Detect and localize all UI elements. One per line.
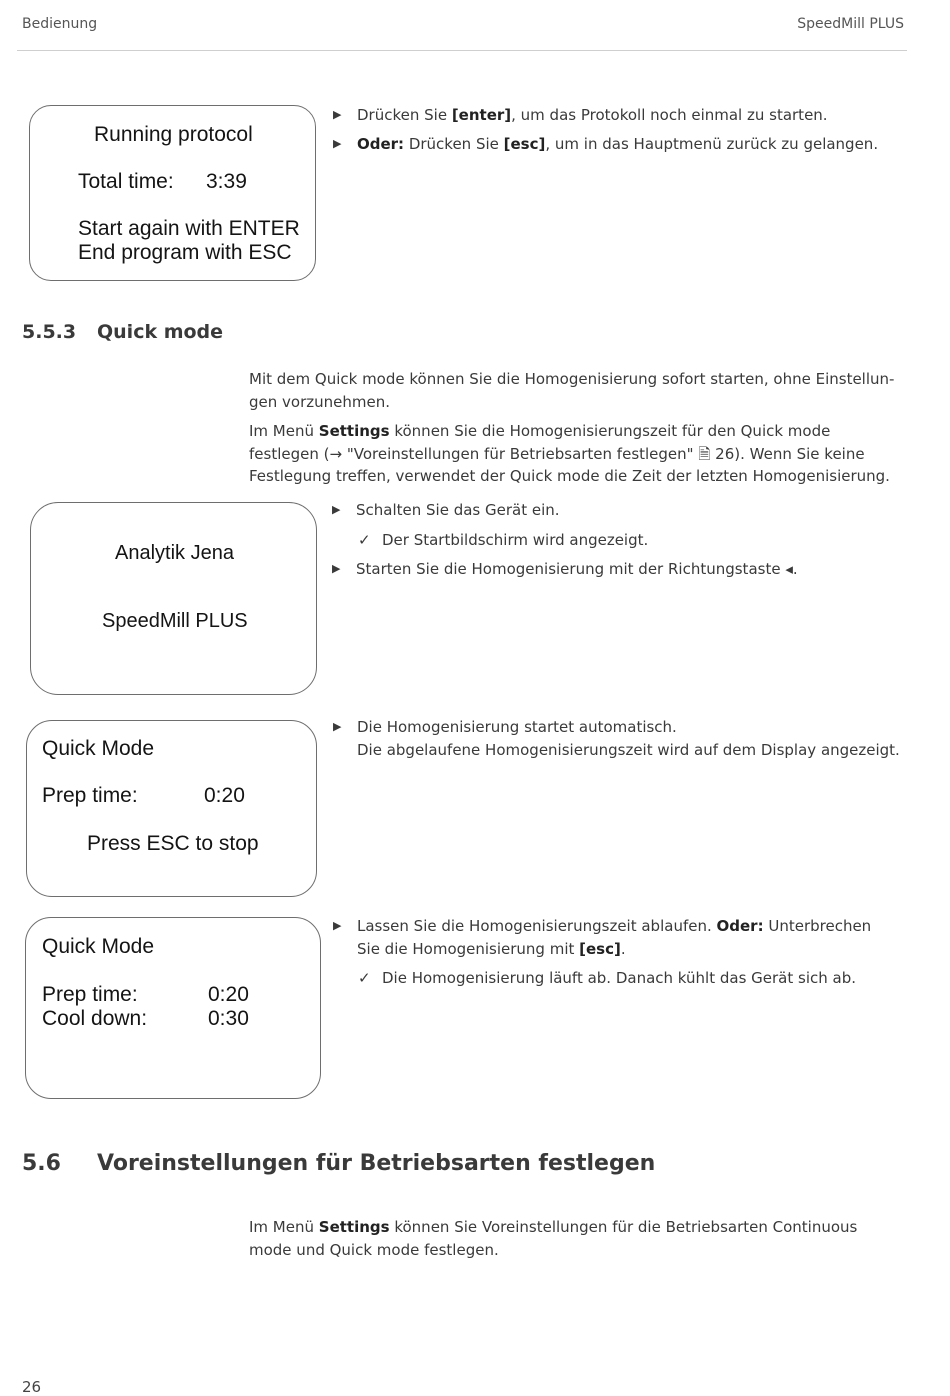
or-label: Oder:: [357, 135, 405, 153]
page-ref-number: 26: [710, 444, 735, 463]
step-restart: [333, 104, 828, 127]
step-text: .: [792, 560, 798, 578]
display-quick-mode-running: [26, 720, 317, 897]
step-arrow-icon: ▶: [332, 562, 341, 575]
display-line-enter: Start again with ENTER: [78, 217, 300, 240]
display-brand: Analytik Jena: [115, 542, 234, 564]
display-title: Quick Mode: [42, 737, 155, 760]
step-arrow-icon: ▶: [332, 503, 341, 516]
display-prep-label: Prep time:: [42, 983, 138, 1006]
step-text: Lassen Sie die Homogenisierungszeit ablaufen.: [357, 917, 717, 935]
step-text: Drücken Sie: [404, 135, 504, 153]
result-cooldown: [358, 967, 857, 990]
section-title: Voreinstellungen für Betriebsarten festlegen: [97, 1151, 656, 1176]
check-icon: ✓: [358, 531, 371, 549]
step-arrow-icon: ▶: [333, 137, 342, 150]
step-text: , um das Protokoll noch einmal zu starten.: [511, 106, 828, 124]
cross-ref-arrow-icon: →: [329, 444, 343, 463]
direction-key-icon: ◂: [785, 560, 793, 578]
step-text: .: [620, 939, 626, 958]
or-label: Oder:: [716, 917, 764, 935]
display-running-protocol: [29, 105, 316, 281]
para-text: Im Menü: [249, 1218, 319, 1236]
header-product: SpeedMill PLUS: [797, 16, 904, 32]
section-number: 5.6: [22, 1151, 61, 1176]
step-text: Drücken Sie: [357, 106, 452, 124]
step-arrow-icon: ▶: [333, 919, 342, 932]
page-number: 26: [22, 1378, 42, 1396]
section-title: Quick mode: [97, 321, 224, 343]
display-total-label: Total time:: [78, 170, 174, 193]
step-arrow-icon: ▶: [333, 108, 342, 121]
key-enter: [enter]: [451, 106, 512, 124]
menu-settings: Settings: [318, 422, 390, 440]
menu-settings: Settings: [318, 1218, 390, 1236]
step-text: Die Homogenisierung startet automatisch.: [357, 718, 677, 736]
display-prep-value: 0:20: [204, 784, 245, 807]
cross-ref-link[interactable]: "Voreinstellungen für Betriebsarten festlegen": [342, 444, 699, 463]
step-let-run: [333, 915, 892, 960]
page-ref-icon: 🗎: [698, 444, 711, 463]
display-cool-value: 0:30: [208, 1007, 249, 1030]
display-product: SpeedMill PLUS: [102, 610, 248, 632]
display-cool-label: Cool down:: [42, 1007, 148, 1030]
result-text: Die Homogenisierung läuft ab. Danach kühlt das Gerät sich ab.: [382, 969, 857, 987]
para-text: können Sie die Homogenisierungszeit für den Quick mode festlegen (: [249, 422, 831, 463]
step-text: , um in das Hauptmenü zurück zu gelangen.: [545, 135, 879, 153]
display-prep-label: Prep time:: [42, 784, 138, 807]
key-esc: [esc]: [579, 939, 621, 958]
header-divider: [17, 50, 907, 51]
step-start-homogenize: [332, 558, 798, 581]
step-main-menu: [333, 133, 879, 156]
display-total-value: 3:39: [206, 170, 247, 193]
step-text: Starten Sie die Homogenisierung mit der Richtungstaste: [356, 560, 786, 578]
para-text: können Sie Voreinstellungen für die Betriebsarten Continuous mode und Quick mode festlegen.: [249, 1218, 858, 1259]
display-title: Quick Mode: [42, 935, 155, 958]
step-text: Die abgelaufene Homogenisierungszeit wird auf dem Display angezeigt.: [357, 740, 900, 759]
display-line-esc: End program with ESC: [78, 241, 292, 264]
display-line-title: Running protocol: [94, 123, 253, 146]
header-chapter: Bedienung: [22, 16, 98, 32]
result-start-screen: [358, 529, 649, 552]
step-power-on: [332, 499, 560, 522]
step-text: Schalten Sie das Gerät ein.: [356, 501, 560, 519]
paragraph-presets: [249, 1216, 899, 1261]
paragraph-quick-settings: [249, 420, 899, 488]
section-number: 5.5.3: [22, 321, 77, 343]
display-quick-mode-cooldown: [25, 917, 321, 1099]
key-esc: [esc]: [503, 135, 546, 153]
step-arrow-icon: ▶: [333, 720, 342, 733]
para-text: Im Menü: [249, 422, 319, 440]
display-start-screen: [30, 502, 317, 695]
display-stop-hint: Press ESC to stop: [87, 832, 259, 855]
check-icon: ✓: [358, 969, 371, 987]
result-text: Der Startbildschirm wird angezeigt.: [382, 531, 649, 549]
step-auto-start: [333, 716, 900, 761]
step-text: Unterbrechen Sie die Homogenisierung mit: [357, 917, 872, 958]
paragraph-quick-intro: Mit dem Quick mode können Sie die Homogenisierung sofort starten, ohne Einstellun-gen vorzunehmen.: [249, 370, 895, 411]
para-text: ). Wenn Sie keine Festlegung treffen, verwendet der Quick mode die Zeit der letzten Homogenisierung.: [249, 444, 890, 485]
display-prep-value: 0:20: [208, 983, 249, 1006]
